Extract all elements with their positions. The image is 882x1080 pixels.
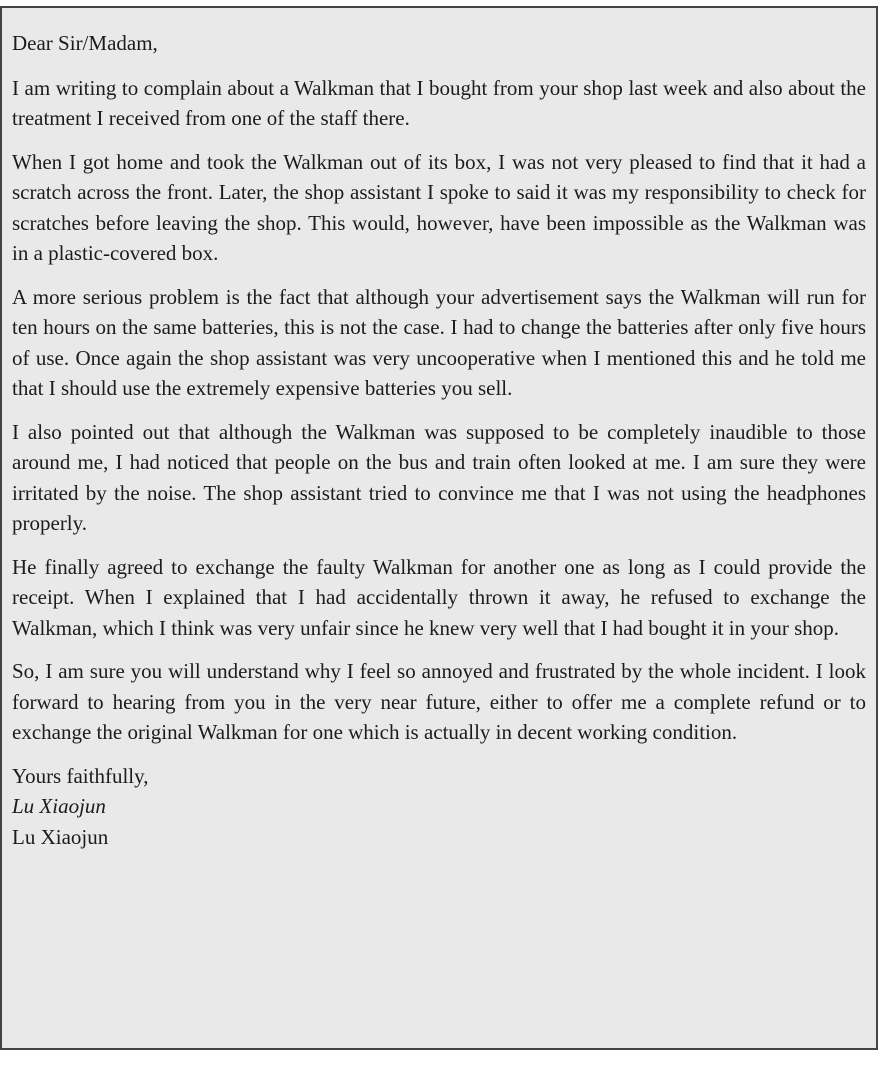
letter-paragraph-2: When I got home and took the Walkman out of its box, I was not very pleased to find that it had a scratch across the front. Later, the shop assistant I spoke to said it was my responsibility to check for scratches before leaving the shop. This would, however, have been impossible as the Walkman was in a plastic-covered box. (12, 149, 866, 265)
letter-closing: Yours faithfully, (12, 763, 149, 788)
letter-paragraph-3: A more serious problem is the fact that although your advertisement says the Walkman will run for ten hours on the same batteries, this is not the case. I had to change the batteries after only five hours of use. Once again the shop assistant was very uncooperative when I mentioned this and he told me that I should use the extremely expensive batteries you sell. (12, 284, 866, 400)
letter-closing-block (12, 761, 866, 853)
letter-container (0, 6, 878, 1050)
letter-salutation: Dear Sir/Madam, (12, 31, 158, 55)
letter-paragraph-5: He finally agreed to exchange the faulty Walkman for another one as long as I could provide the receipt. When I explained that I had accidentally thrown it away, he refused to exchange the Walkman, which I think was very unfair since he knew very well that I had bought it in your shop. (12, 554, 866, 640)
letter-paragraph-6: So, I am sure you will understand why I feel so annoyed and frustrated by the whole incident. I look forward to hearing from you in the very near future, either to offer me a complete refund or to exchange the original Walkman for one which is actually in decent working condition. (12, 659, 866, 744)
letter-signature: Lu Xiaojun (12, 794, 106, 818)
letter-paragraph-1: I am writing to complain about a Walkman that I bought from your shop last week and also about the treatment I received from one of the staff there. (12, 75, 866, 130)
letter-printed-name: Lu Xiaojun (12, 824, 109, 849)
letter-paragraph-4: I also pointed out that although the Walkman was supposed to be completely inaudible to those around me, I had noticed that people on the bus and train often looked at me. I am sure they were irritated by the noise. The shop assistant tried to convince me that I was not using the headphones properly. (12, 419, 866, 535)
